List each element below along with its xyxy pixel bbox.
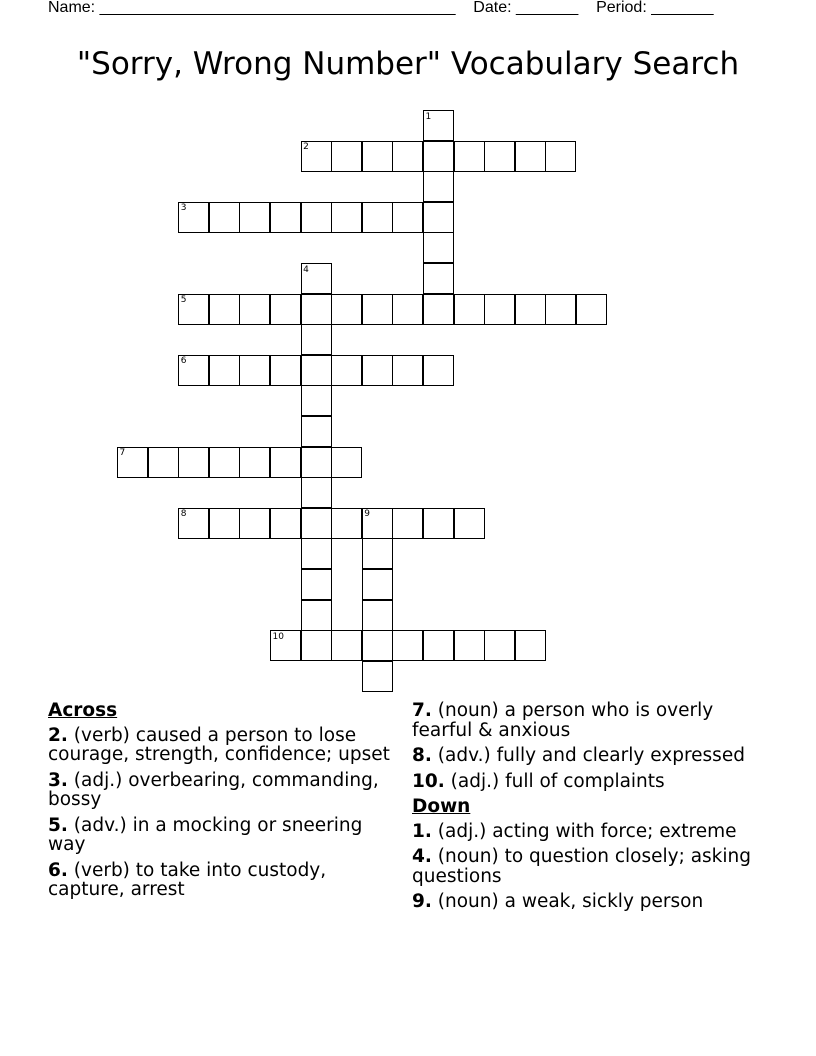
crossword-cell[interactable] <box>301 385 332 416</box>
clue-text: (adj.) overbearing, commanding, bossy <box>48 769 379 810</box>
crossword-cell[interactable] <box>209 294 240 325</box>
crossword-cell[interactable] <box>423 630 454 661</box>
crossword-cell[interactable] <box>454 141 485 172</box>
crossword-cell[interactable] <box>331 202 362 233</box>
crossword-cell[interactable] <box>545 141 576 172</box>
crossword-cell[interactable] <box>270 202 301 233</box>
across-heading: Across <box>48 700 118 721</box>
clue-number-label: 3 <box>180 203 187 214</box>
page-title: "Sorry, Wrong Number" Vocabulary Search <box>76 46 740 82</box>
crossword-cell[interactable] <box>423 294 454 325</box>
crossword-cell[interactable] <box>392 508 423 539</box>
clue-item <box>412 746 772 766</box>
clue-item <box>412 822 772 842</box>
crossword-cell[interactable] <box>392 294 423 325</box>
crossword-cell[interactable] <box>301 324 332 355</box>
clue-number: 8. <box>412 745 432 766</box>
crossword-cell[interactable] <box>301 538 332 569</box>
clue-number-label: 8 <box>180 509 187 520</box>
across-clue-list-left <box>48 726 398 900</box>
clue-number-label: 5 <box>180 295 187 306</box>
crossword-cell[interactable] <box>423 141 454 172</box>
crossword-cell[interactable] <box>270 355 301 386</box>
clues-right-column <box>412 701 772 918</box>
crossword-cell[interactable] <box>484 141 515 172</box>
clue-number: 10. <box>412 770 445 792</box>
crossword-cell[interactable] <box>362 202 393 233</box>
clue-text: (adv.) fully and clearly expressed <box>431 745 745 766</box>
clue-number: 2. <box>48 724 68 746</box>
crossword-cell[interactable] <box>239 508 270 539</box>
clue-item <box>412 772 772 792</box>
crossword-cell[interactable] <box>209 355 240 386</box>
crossword-cell[interactable] <box>392 630 423 661</box>
crossword-cell[interactable] <box>362 355 393 386</box>
crossword-cell[interactable] <box>423 232 454 263</box>
crossword-cell[interactable] <box>178 447 209 478</box>
crossword-cell[interactable] <box>301 508 332 539</box>
crossword-cell[interactable] <box>301 447 332 478</box>
clue-number: 6. <box>48 859 68 881</box>
crossword-cell[interactable] <box>301 202 332 233</box>
clue-item <box>48 726 398 765</box>
name-label: Name: <box>48 0 96 16</box>
crossword-cell[interactable] <box>301 355 332 386</box>
crossword-cell[interactable] <box>423 171 454 202</box>
clue-item <box>48 861 398 900</box>
crossword-cell[interactable] <box>239 447 270 478</box>
crossword-cell[interactable] <box>454 508 485 539</box>
crossword-cell[interactable] <box>331 355 362 386</box>
crossword-cell[interactable] <box>362 600 393 631</box>
crossword-cell[interactable] <box>454 630 485 661</box>
crossword-cell[interactable] <box>484 294 515 325</box>
clue-number: 1. <box>412 820 432 842</box>
clue-text: (noun) a person who is overly fearful & anxious <box>412 700 714 741</box>
crossword-cell[interactable] <box>576 294 607 325</box>
clue-number: 4. <box>412 846 432 867</box>
clue-text: (noun) a weak, sickly person <box>431 891 704 912</box>
clue-number: 9. <box>412 891 432 912</box>
clue-number-label: 9 <box>364 509 371 520</box>
crossword-cell[interactable] <box>362 538 393 569</box>
clue-text: (verb) to take into custody, capture, arrest <box>48 859 327 900</box>
crossword-cell[interactable] <box>301 630 332 661</box>
crossword-cell[interactable] <box>454 294 485 325</box>
crossword-cell[interactable] <box>301 477 332 508</box>
crossword-cell[interactable] <box>331 508 362 539</box>
clue-item <box>48 771 398 810</box>
crossword-cell[interactable] <box>331 294 362 325</box>
crossword-cell[interactable] <box>301 294 332 325</box>
clue-item <box>412 892 772 912</box>
crossword-cell[interactable] <box>392 355 423 386</box>
crossword-cell[interactable] <box>392 141 423 172</box>
clue-text: (adj.) full of complaints <box>444 770 665 792</box>
crossword-cell[interactable] <box>362 661 393 692</box>
crossword-cell[interactable] <box>239 355 270 386</box>
crossword-cell[interactable] <box>270 508 301 539</box>
clue-number: 5. <box>48 814 68 836</box>
down-clue-list <box>412 822 772 912</box>
clue-text: (adj.) acting with force; extreme <box>431 820 737 842</box>
crossword-cell[interactable] <box>423 263 454 294</box>
clue-number-label: 7 <box>119 448 126 459</box>
crossword-cell[interactable] <box>270 294 301 325</box>
crossword-cell[interactable] <box>362 141 393 172</box>
crossword-cell[interactable] <box>362 569 393 600</box>
crossword-cell[interactable] <box>362 294 393 325</box>
crossword-cell[interactable] <box>484 630 515 661</box>
clue-number-label: 6 <box>180 356 187 367</box>
clue-text: (verb) caused a person to lose courage, strength, confidence; upset <box>48 724 390 765</box>
crossword-cell[interactable] <box>209 447 240 478</box>
date-blank[interactable]: _______ <box>516 0 579 16</box>
across-clue-list-right <box>412 701 772 791</box>
clue-number-label: 2 <box>303 142 309 153</box>
crossword-cell[interactable] <box>301 416 332 447</box>
crossword-cell[interactable] <box>301 569 332 600</box>
clues-left-column <box>48 701 398 906</box>
crossword-cell[interactable] <box>331 447 362 478</box>
period-blank[interactable]: _______ <box>651 0 714 16</box>
crossword-cell[interactable] <box>423 202 454 233</box>
crossword-cell[interactable] <box>362 630 393 661</box>
clue-text: (adv.) in a mocking or sneering way <box>48 814 363 855</box>
crossword-cell[interactable] <box>423 508 454 539</box>
crossword-cell[interactable] <box>239 294 270 325</box>
crossword-cell[interactable] <box>515 630 546 661</box>
clue-number-label: 1 <box>425 111 432 122</box>
crossword-cell[interactable] <box>270 447 301 478</box>
name-blank[interactable]: ________________________________________ <box>99 0 456 16</box>
clue-item <box>48 816 398 855</box>
clue-item <box>412 847 772 886</box>
clue-item <box>412 701 772 740</box>
crossword-cell[interactable] <box>148 447 179 478</box>
crossword-cell[interactable] <box>209 202 240 233</box>
clue-number-label: 10 <box>272 631 284 642</box>
crossword-cell[interactable] <box>423 355 454 386</box>
crossword-cell[interactable] <box>331 630 362 661</box>
date-label: Date: <box>473 0 512 16</box>
period-label: Period: <box>596 0 647 16</box>
clue-number-label: 4 <box>303 264 309 275</box>
crossword-cell[interactable] <box>301 600 332 631</box>
crossword-cell[interactable] <box>392 202 423 233</box>
crossword-cell[interactable] <box>209 508 240 539</box>
clue-number: 3. <box>48 769 68 791</box>
crossword-cell[interactable] <box>331 141 362 172</box>
down-heading: Down <box>412 796 471 817</box>
crossword-cell[interactable] <box>515 294 546 325</box>
clue-number: 7. <box>412 700 432 721</box>
crossword-cell[interactable] <box>515 141 546 172</box>
clue-text: (noun) to question closely; asking questions <box>412 846 752 887</box>
crossword-cell[interactable] <box>239 202 270 233</box>
crossword-cell[interactable] <box>545 294 576 325</box>
